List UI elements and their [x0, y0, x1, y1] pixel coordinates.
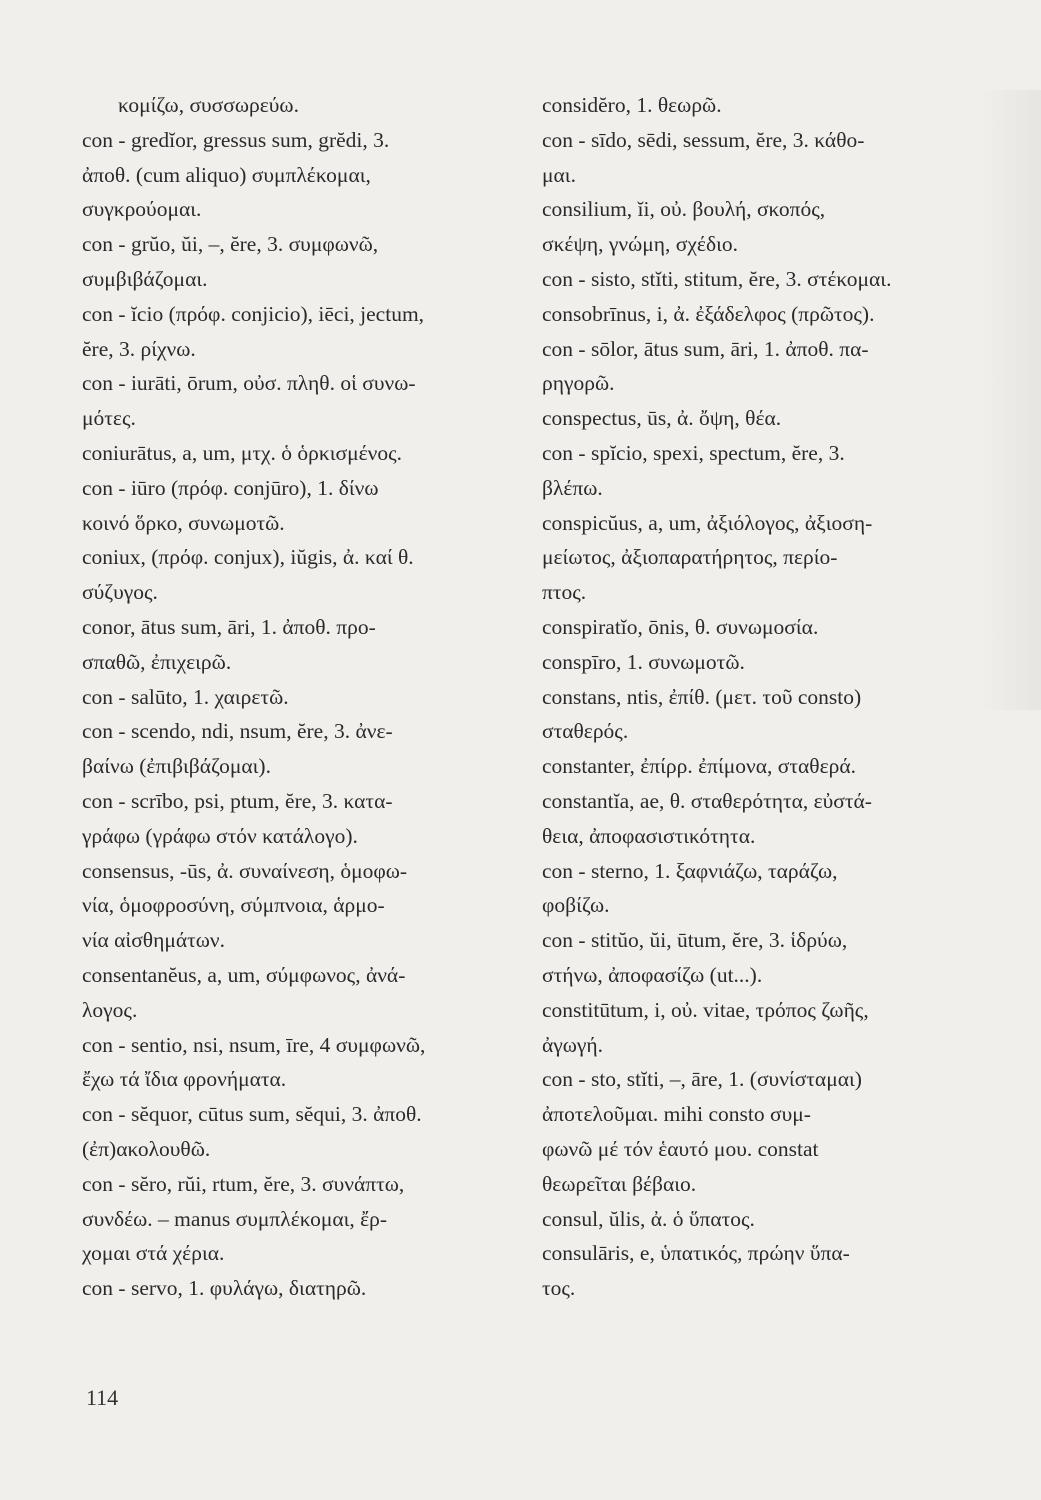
- dictionary-entry: [542, 1236, 992, 1306]
- dictionary-entry: [82, 297, 534, 367]
- entry-line: ἀγωγή.: [542, 1032, 604, 1057]
- entry-line: ἔχω τά ἴδια φρονήματα.: [82, 1067, 287, 1092]
- entry-line: βαίνω (ἐπιβιβάζομαι).: [82, 754, 271, 779]
- entry-line: ρηγορῶ.: [542, 371, 615, 396]
- dictionary-entry: [82, 784, 534, 854]
- entry-line: con - grŭo, ŭi, –, ĕre, 3. συμφωνῶ,: [82, 232, 379, 257]
- entry-line: constantĭa, ae, θ. σταθερότητα, εὐστά-: [542, 788, 872, 813]
- entry-line: con - sto, stĭti, –, āre, 1. (συνίσταμαι): [542, 1067, 862, 1092]
- dictionary-entry: [82, 1167, 534, 1271]
- entry-line: conspicŭus, a, um, ἀξιόλογος, ἀξιοση-: [542, 510, 873, 535]
- entry-line: consul, ŭlis, ἀ. ὁ ὕπατος.: [542, 1206, 755, 1231]
- entry-line: πτος.: [542, 580, 587, 605]
- dictionary-entry: [542, 923, 992, 993]
- entry-line: συμβιβάζομαι.: [82, 266, 208, 291]
- entry-line: con - sōlor, ātus sum, āri, 1. ἀποθ. πα-: [542, 336, 869, 361]
- dictionary-entry: [82, 227, 534, 297]
- right-column: [542, 88, 992, 1306]
- entry-line: con - iūro (πρόφ. conjūro), 1. δίνω: [82, 475, 379, 500]
- dictionary-entry: [542, 332, 992, 402]
- dictionary-entry: [82, 714, 534, 784]
- dictionary-entry: [542, 854, 992, 924]
- dictionary-entry: [542, 645, 992, 680]
- entry-line: κομίζω, συσσωρεύω.: [118, 93, 299, 117]
- entry-line: con - scrībo, psi, ptum, ĕre, 3. κατα-: [82, 788, 393, 813]
- entry-line: ἀποτελοῦμαι. mihi consto συμ-: [542, 1102, 811, 1127]
- entry-line: con - salūto, 1. χαιρετῶ.: [82, 684, 289, 709]
- entry-line: μότες.: [82, 406, 136, 431]
- entry-line: κοινό ὅρκο, συνωμοτῶ.: [82, 510, 285, 535]
- dictionary-entry: [542, 1202, 992, 1237]
- entry-line: con - sĕquor, cūtus sum, sĕqui, 3. ἀποθ.: [82, 1102, 422, 1127]
- entry-line: con - stitŭo, ŭi, ūtum, ĕre, 3. ἱδρύω,: [542, 928, 848, 953]
- entry-line: (ἐπ)ακολουθῶ.: [82, 1136, 211, 1161]
- entry-line: ĕre, 3. ρίχνω.: [82, 336, 196, 361]
- dictionary-entry: [542, 749, 992, 784]
- dictionary-entry: [82, 471, 534, 541]
- entry-line: λογος.: [82, 997, 138, 1022]
- dictionary-entry: [82, 854, 534, 958]
- entry-line: coniux, (πρόφ. conjux), iŭgis, ἀ. καί θ.: [82, 545, 414, 570]
- entry-line: γράφω (γράφω στόν κατάλογο).: [82, 823, 358, 848]
- dictionary-entry: [82, 436, 534, 471]
- entry-line: σύζυγος.: [82, 580, 158, 605]
- dictionary-entry: [82, 123, 534, 227]
- entry-line: coniurātus, a, um, μτχ. ὁ ὁρκισμένος.: [82, 440, 403, 465]
- entry-line: constitūtum, i, οὐ. vitae, τρόπος ζωῆς,: [542, 997, 869, 1022]
- entry-line: constans, ntis, ἐπίθ. (μετ. τοῦ consto): [542, 684, 862, 709]
- entry-line: con - scendo, ndi, nsum, ĕre, 3. ἀνε-: [82, 719, 393, 744]
- entry-line: conor, ātus sum, āri, 1. ἀποθ. προ-: [82, 614, 376, 639]
- dictionary-entry: [82, 88, 534, 123]
- dictionary-entry: [542, 680, 992, 750]
- entry-line: con - sisto, stĭti, stitum, ĕre, 3. στέκομαι.: [542, 266, 892, 291]
- dictionary-entry: [542, 784, 992, 854]
- entry-line: μείωτος, ἀξιοπαρατήρητος, περίο-: [542, 545, 838, 570]
- dictionary-entry: [82, 1097, 534, 1167]
- entry-line: τος.: [542, 1276, 576, 1301]
- dictionary-entry: [542, 506, 992, 610]
- entry-line: con - gredĭor, gressus sum, grĕdi, 3.: [82, 127, 390, 152]
- dictionary-entry: [542, 262, 992, 297]
- entry-line: con - spĭcio, spexi, spectum, ĕre, 3.: [542, 440, 845, 465]
- entry-line: σκέψη, γνώμη, σχέδιο.: [542, 232, 738, 257]
- dictionary-entry: [542, 88, 992, 123]
- dictionary-entry: [542, 297, 992, 332]
- entry-line: μαι.: [542, 162, 576, 187]
- dictionary-entry: [542, 192, 992, 262]
- entry-line: consulāris, e, ὑπατικός, πρώην ὕπα-: [542, 1241, 850, 1266]
- dictionary-entry: [542, 610, 992, 645]
- dictionary-entry: [82, 1271, 534, 1306]
- entry-line: con - sĕro, rŭi, rtum, ĕre, 3. συνάπτω,: [82, 1171, 405, 1196]
- entry-line: συνδέω. – manus συμπλέκομαι, ἔρ-: [82, 1206, 388, 1231]
- entry-line: con - sentio, nsi, nsum, īre, 4 συμφωνῶ,: [82, 1032, 426, 1057]
- entry-line: constanter, ἐπίρρ. ἐπίμονα, σταθερά.: [542, 754, 856, 779]
- dictionary-entry: [542, 1062, 992, 1201]
- left-column: [82, 88, 534, 1306]
- entry-line: φοβίζω.: [542, 893, 610, 918]
- entry-line: ἀποθ. (cum aliquo) συμπλέκομαι,: [82, 162, 371, 187]
- dictionary-entry: [82, 958, 534, 1028]
- entry-line: στήνω, ἀποφασίζω (ut...).: [542, 962, 763, 987]
- entry-line: con - sīdo, sēdi, sessum, ĕre, 3. κάθο-: [542, 127, 865, 152]
- entry-line: φωνῶ μέ τόν ἑαυτό μου. constat: [542, 1136, 819, 1161]
- entry-line: νία αἰσθημάτων.: [82, 928, 226, 953]
- entry-line: conspīro, 1. συνωμοτῶ.: [542, 649, 745, 674]
- entry-line: βλέπω.: [542, 475, 603, 500]
- page-number: 114: [86, 1385, 119, 1410]
- entry-line: con - iurāti, ōrum, οὐσ. πληθ. οἱ συνω-: [82, 371, 416, 396]
- dictionary-entry: [542, 401, 992, 436]
- entry-line: συγκρούομαι.: [82, 197, 202, 222]
- dictionary-entry: [542, 436, 992, 506]
- entry-line: conspiratĭo, ōnis, θ. συνωμοσία.: [542, 614, 819, 639]
- entry-line: consobrīnus, i, ἀ. ἐξάδελφος (πρῶτος).: [542, 301, 875, 326]
- entry-line: con - ĭcio (πρόφ. conjicio), iēci, jectum,: [82, 301, 425, 326]
- entry-line: θεωρεῖται βέβαιο.: [542, 1171, 697, 1196]
- entry-line: consilium, ĭi, οὐ. βουλή, σκοπός,: [542, 197, 826, 222]
- entry-line: σπαθῶ, ἐπιχειρῶ.: [82, 649, 232, 674]
- dictionary-entry: [542, 123, 992, 193]
- entry-line: consentanĕus, a, um, σύμφωνος, ἀνά-: [82, 962, 406, 987]
- dictionary-entry: [82, 680, 534, 715]
- entry-line: χομαι στά χέρια.: [82, 1241, 225, 1266]
- dictionary-entry: [542, 993, 992, 1063]
- dictionary-entry: [82, 1028, 534, 1098]
- entry-line: νία, ὁμοφροσύνη, σύμπνοια, ἁρμο-: [82, 893, 385, 918]
- dictionary-entry: [82, 540, 534, 610]
- entry-line: σταθερός.: [542, 719, 629, 744]
- dictionary-entry: [82, 366, 534, 436]
- entry-line: θεια, ἀποφασιστικότητα.: [542, 823, 756, 848]
- entry-line: con - servo, 1. φυλάγω, διατηρῶ.: [82, 1276, 367, 1301]
- entry-line: con - sterno, 1. ξαφνιάζω, ταράζω,: [542, 858, 838, 883]
- entry-line: considĕro, 1. θεωρῶ.: [542, 93, 722, 117]
- dictionary-entry: [82, 610, 534, 680]
- entry-line: consensus, -ūs, ἀ. συναίνεση, ὁμοφω-: [82, 858, 408, 883]
- entry-line: conspectus, ūs, ἀ. ὄψη, θέα.: [542, 406, 782, 431]
